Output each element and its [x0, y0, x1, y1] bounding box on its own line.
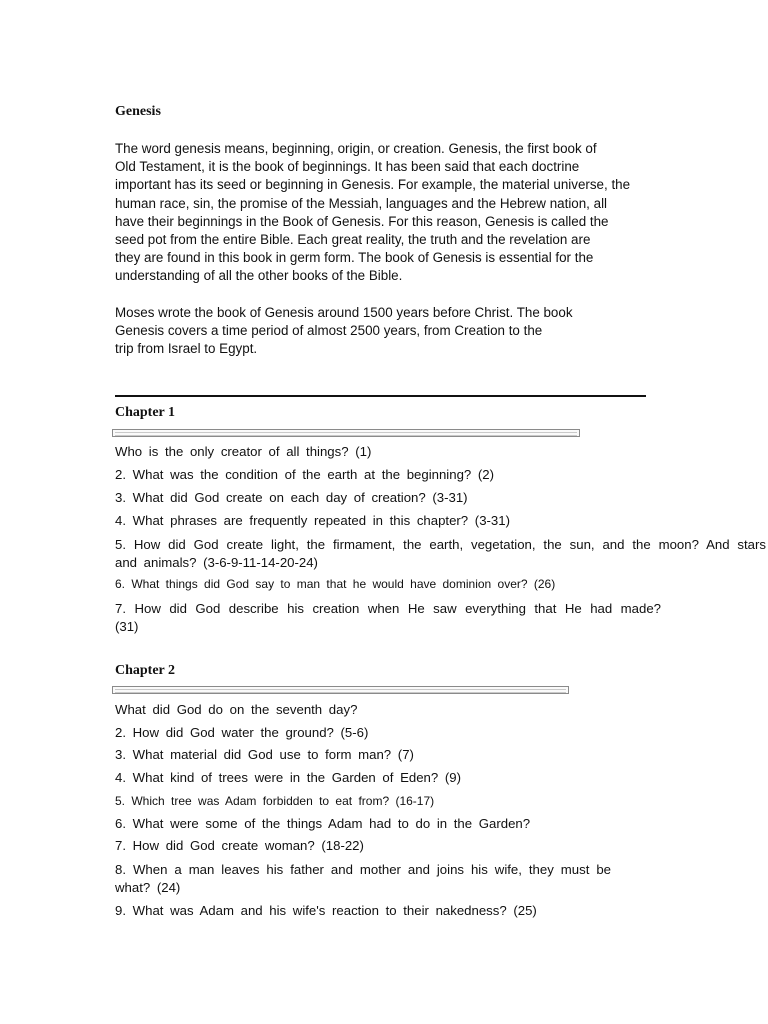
text-line: Moses wrote the book of Genesis around 1500 years before Christ. The book	[115, 305, 573, 320]
text-line: understanding of all the other books of the Bible.	[115, 268, 403, 284]
chapter-2-separator-bar	[112, 686, 569, 694]
text-line: have their beginnings in the Book of Genesis. For this reason, Genesis is called the	[115, 213, 609, 229]
text-line: seed pot from the entire Bible. Each great reality, the truth and the revelation are	[115, 232, 591, 248]
text-line: Genesis covers a time period of almost 2500 years, from Creation to the	[115, 323, 543, 339]
chapter-2-question: 9. What was Adam and his wife's reaction to their nakedness? (25)	[115, 903, 537, 918]
chapter-2-question: 3. What material did God use to form man? (7)	[115, 747, 414, 762]
intro-paragraph-1	[115, 140, 630, 286]
text-line: Old Testament, it is the book of beginnings. It has been said that each doctrine	[115, 159, 580, 175]
chapter-1-question: 2. What was the condition of the earth at the beginning? (2)	[115, 467, 495, 482]
chapter-2-heading: Chapter 2	[115, 663, 176, 678]
horizontal-divider	[115, 395, 646, 397]
intro-paragraph-2	[115, 304, 573, 359]
text-line: trip from Israel to Egypt.	[115, 341, 258, 357]
chapter-2-question: 2. How did God water the ground? (5-6)	[115, 725, 369, 740]
chapter-2-question: 6. What were some of the things Adam had to do in the Garden?	[115, 816, 531, 831]
chapter-2-question: What did God do on the seventh day?	[115, 702, 358, 717]
chapter-1-question: 3. What did God create on each day of creation? (3-31)	[115, 490, 468, 505]
chapter-1-heading: Chapter 1	[115, 405, 176, 420]
chapter-1-question: 4. What phrases are frequently repeated in this chapter? (3-31)	[115, 513, 510, 528]
chapter-1-question: 7. How did God describe his creation when He saw everything that He had made? (31)	[115, 601, 661, 634]
chapter-2-question: 5. Which tree was Adam forbidden to eat from? (16-17)	[115, 794, 435, 808]
chapter-1-question: 5. How did God create light, the firmament, the earth, vegetation, the sun, and the moon? And stars and animals? (3-6-9-11-14-20-24)	[115, 537, 766, 570]
page-title: Genesis	[115, 104, 161, 119]
chapter-2-question: 4. What kind of trees were in the Garden of Eden? (9)	[115, 770, 462, 785]
text-line: human race, sin, the promise of the Messiah, languages and the Hebrew nation, all	[115, 195, 608, 211]
chapter-1-question: 6. What things did God say to man that he would have dominion over? (26)	[115, 577, 556, 591]
text-line: The word genesis means, beginning, origin, or creation. Genesis, the first book of	[115, 141, 597, 156]
chapter-1-question: Who is the only creator of all things? (1)	[115, 444, 372, 459]
text-line: important has its seed or beginning in Genesis. For example, the material universe, the	[115, 177, 631, 193]
chapter-2-question: 7. How did God create woman? (18-22)	[115, 838, 364, 853]
chapter-1-separator-bar	[112, 429, 580, 437]
chapter-2-question: 8. When a man leaves his father and mother and joins his wife, they must be what? (24)	[115, 862, 611, 895]
text-line: they are found in this book in germ form. The book of Genesis is essential for the	[115, 250, 594, 266]
